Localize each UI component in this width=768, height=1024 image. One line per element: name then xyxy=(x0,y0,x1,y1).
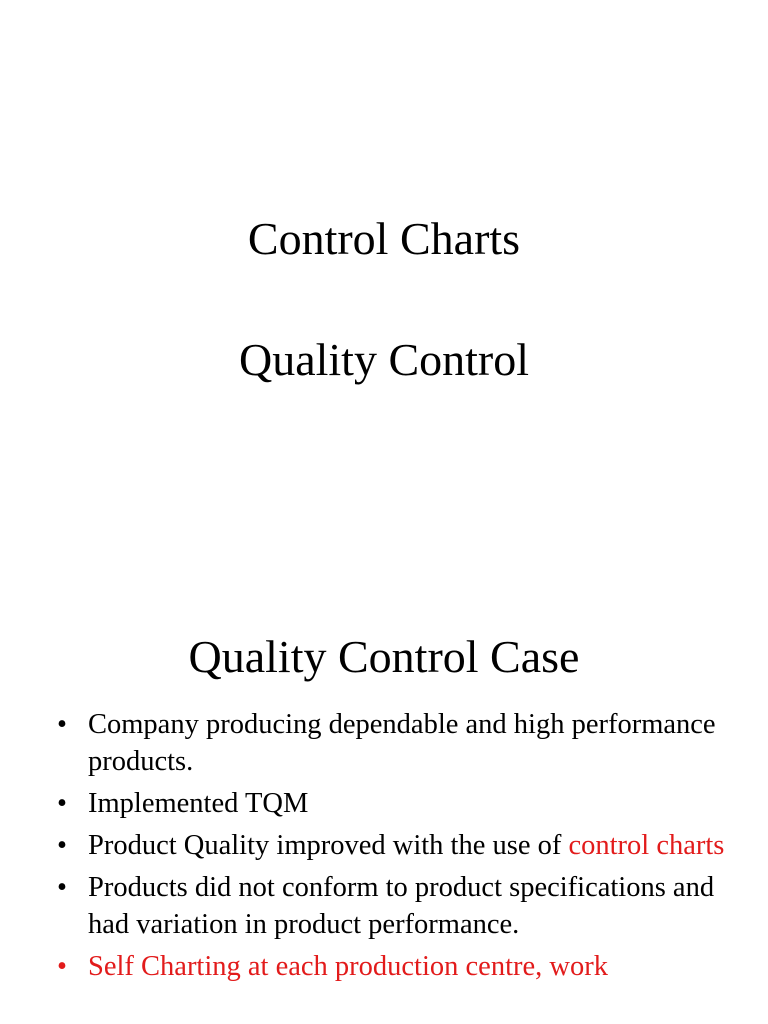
bullet-dot-icon: • xyxy=(57,709,67,740)
bullet-highlight-control-charts: control charts xyxy=(568,830,725,861)
bullet-text: Implemented TQM xyxy=(88,788,309,819)
bullet-text: Products did not conform to product specifications and had variation in product performance. xyxy=(88,872,715,940)
bullet-list xyxy=(0,706,768,990)
bullet-item-company xyxy=(0,706,768,780)
bullet-dot-icon: • xyxy=(57,830,67,861)
bullet-item-self-charting xyxy=(0,948,768,985)
bullet-text: Self Charting at each production centre, work xyxy=(88,951,608,982)
bullet-item-tqm xyxy=(0,785,768,822)
bullet-text: Company producing dependable and high performance products. xyxy=(88,709,716,777)
bullet-item-product-quality xyxy=(0,827,768,864)
slide-title-quality-control: Quality Control xyxy=(238,334,530,385)
bullet-item-specifications xyxy=(0,869,768,943)
bullet-dot-icon: • xyxy=(57,951,67,982)
slide-title-quality-control-case: Quality Control Case xyxy=(188,631,580,682)
bullet-text: Product Quality improved with the use of xyxy=(88,830,569,861)
slide-title-control-charts: Control Charts xyxy=(247,213,521,264)
bullet-dot-icon: • xyxy=(57,872,67,903)
bullet-dot-icon: • xyxy=(57,788,67,819)
